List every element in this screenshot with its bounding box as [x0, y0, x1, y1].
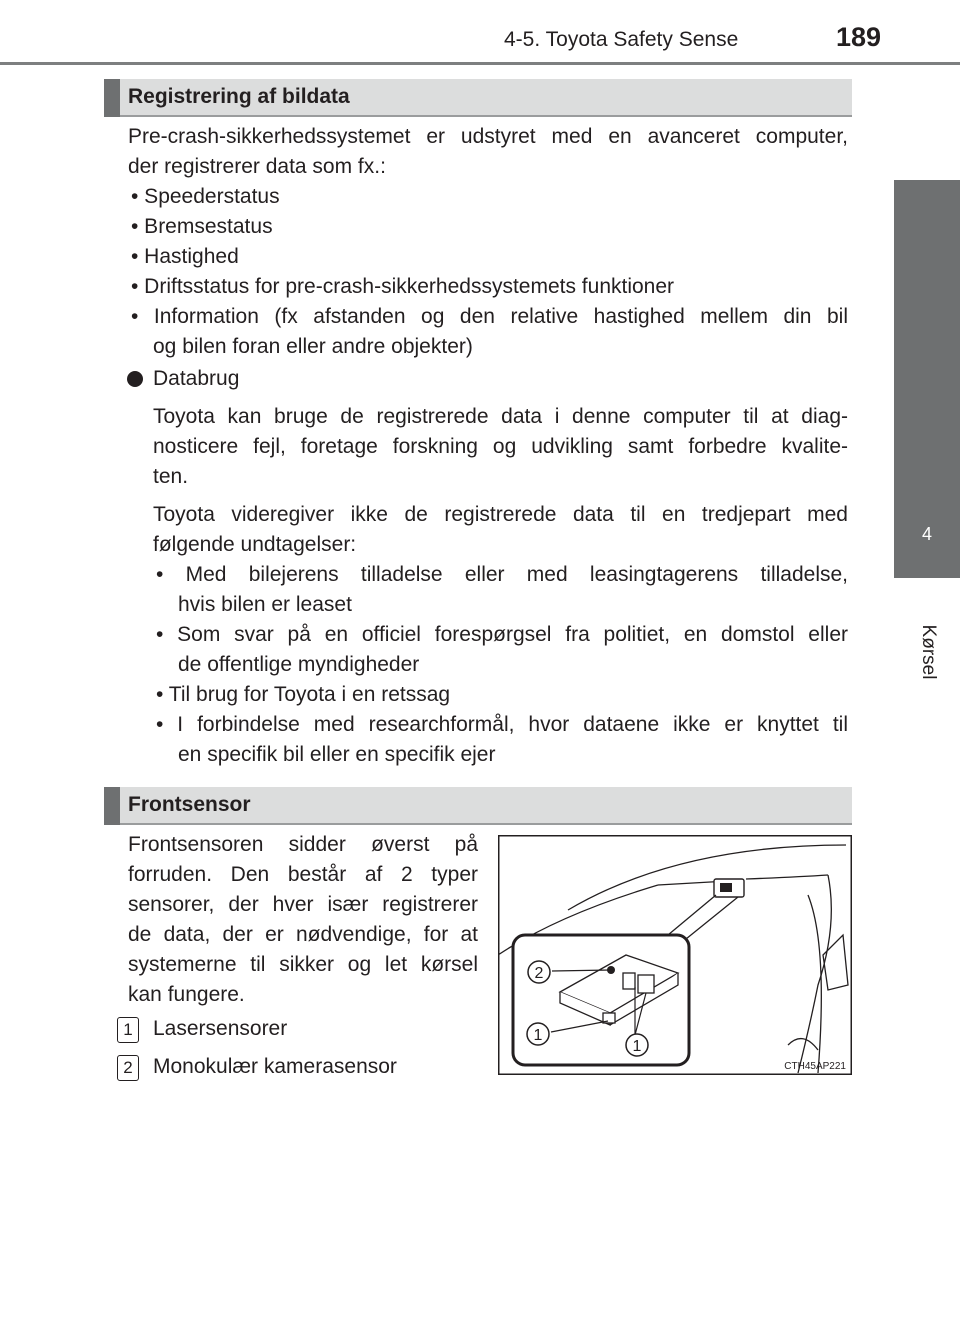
callout-number: 1	[632, 1038, 642, 1055]
paragraph-line: Toyota videregiver ikke de registrerede data til en tredjepart med	[153, 503, 848, 526]
paragraph-line: systemerne til sikker og let kørsel	[128, 953, 478, 976]
sensor-lens-icon	[720, 883, 732, 892]
exception-continuation: hvis bilen er leaset	[178, 593, 352, 616]
bullet-item: • Hastighed	[131, 245, 239, 268]
bullet-item: • Bremsestatus	[131, 215, 273, 238]
paragraph-line: forruden. Den består af 2 typer	[128, 863, 478, 886]
header-rule	[0, 62, 960, 65]
legend-number: 2	[117, 1055, 139, 1081]
legend-label-lasersensorer: Lasersensorer	[153, 1017, 288, 1040]
paragraph-line: kan fungere.	[128, 983, 245, 1006]
paragraph-line: sensorer, der hver især registrerer	[128, 893, 478, 916]
section-heading-text: Registrering af bildata	[128, 85, 350, 108]
section-heading-text: Frontsensor	[128, 793, 251, 816]
paragraph-line: ten.	[153, 465, 189, 488]
bullet-item: • Information (fx afstanden og den relative hastighed mellem din bil	[131, 305, 848, 328]
bullet-item: • Driftsstatus for pre-crash-sikkerhedssystemets funktioner	[131, 275, 675, 298]
legend-number: 1	[117, 1017, 139, 1043]
intro-line: Pre-crash-sikkerhedssystemet er udstyret med en avanceret computer,	[128, 125, 848, 148]
bullet-item: • Speederstatus	[131, 185, 280, 208]
paragraph-line: Toyota kan bruge de registrerede data i denne computer til at diag-	[153, 405, 848, 428]
front-sensor-illustration	[498, 835, 852, 1075]
page-number: 189	[836, 22, 882, 52]
subheading-databrug: Databrug	[153, 367, 240, 390]
intro-line: der registrerer data som fx.:	[128, 155, 386, 178]
bullet-continuation: og bilen foran eller andre objekter)	[153, 335, 473, 358]
bullet-dot-icon	[127, 371, 143, 387]
callout-number: 1	[533, 1027, 543, 1044]
paragraph-line: nosticere fejl, foretage forskning og udvikling samt forbedre kvalite-	[153, 435, 848, 458]
chapter-number: 4	[921, 524, 932, 544]
figure-code: CTH45AP221	[784, 1061, 846, 1072]
callout-number: 2	[534, 965, 544, 982]
legend-label-kamerasensor: Monokulær kamerasensor	[153, 1055, 397, 1078]
section-heading-registrering	[104, 79, 852, 117]
chapter-name-text: Kørsel	[918, 624, 939, 680]
exception-item: • Som svar på en officiel forespørgsel fra politiet, en domstol eller	[156, 623, 848, 646]
paragraph-line: Frontsensoren sidder øverst på	[128, 833, 478, 856]
exception-continuation: en specifik bil eller en specifik ejer	[178, 743, 496, 766]
exception-item: • I forbindelse med researchformål, hvor dataene ikke er knyttet til	[156, 713, 848, 736]
paragraph-line: følgende undtagelser:	[153, 533, 357, 556]
exception-continuation: de offentlige myndigheder	[178, 653, 420, 676]
exception-item: • Til brug for Toyota i en retssag	[156, 683, 451, 706]
chapter-tab	[894, 180, 960, 578]
section-heading-frontsensor	[104, 787, 852, 825]
chapter-name	[898, 612, 958, 692]
running-header-section: 4-5. Toyota Safety Sense	[504, 28, 739, 51]
exception-item: • Med bilejerens tilladelse eller med leasingtagerens tilladelse,	[156, 563, 848, 586]
paragraph-line: de data, der er nødvendige, for at	[128, 923, 478, 946]
